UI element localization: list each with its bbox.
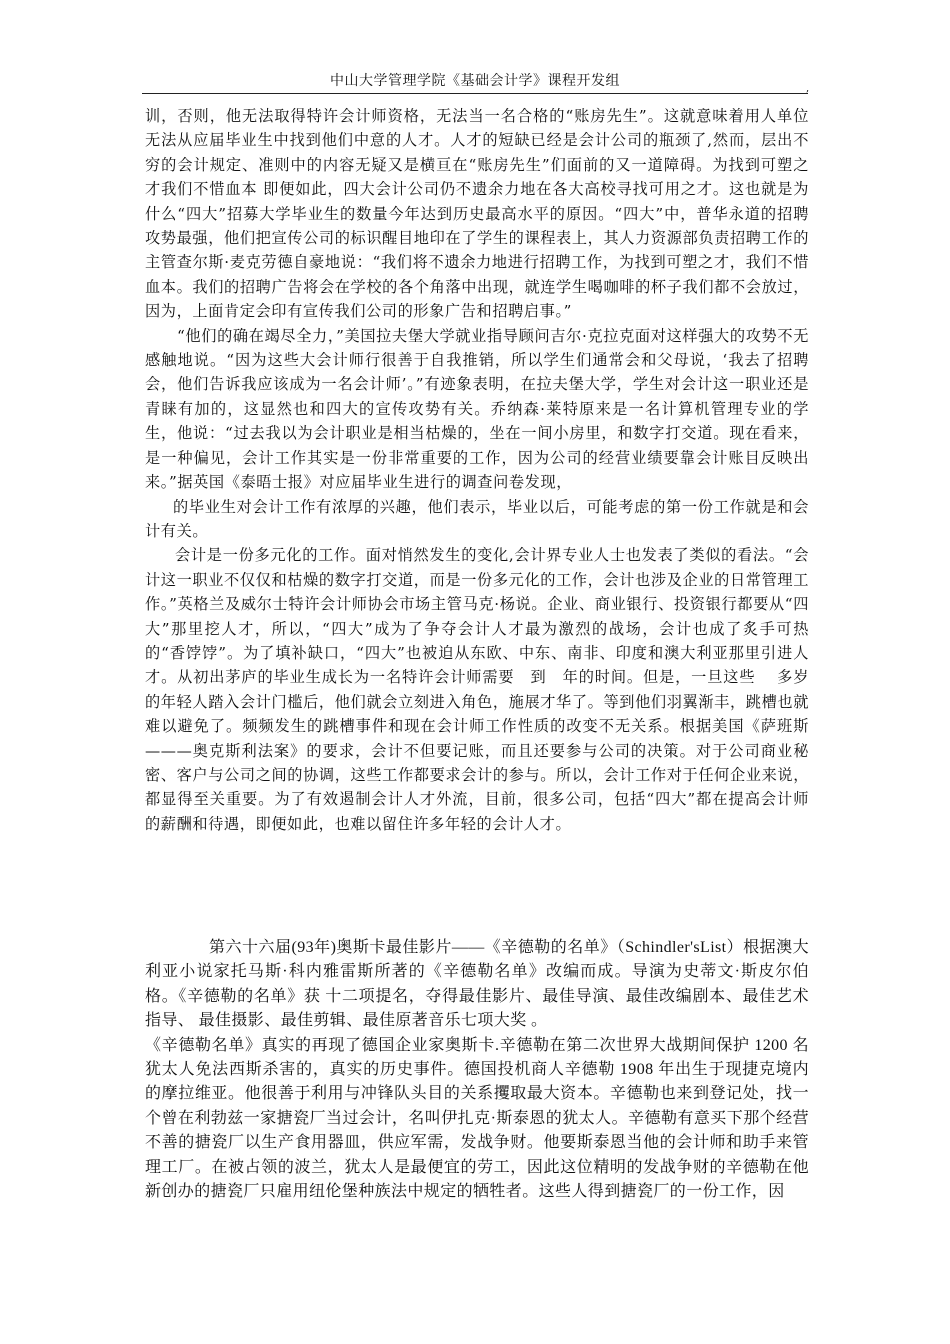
paragraph-schindler-story: 《辛德勒名单》真实的再现了德国企业家奥斯卡.辛德勒在第二次世界大战期间保护 1200 名犹太人免法西斯杀害的，真实的历史事件。德国投机商人辛德勒 1908 年出生于现捷克境内的摩拉维亚。他很善于利用与冲锋队头目的关系攫取最大资本。辛德勒也来到登记处，找一个曾在利勃兹一家搪瓷厂当过会计，名叫伊扎克·斯泰恩的犹太人。辛德勒有意买下那个经营不善的搪瓷厂以生产食用器皿，供应军需，发战争财。他要斯泰恩当他的会计师和助手来管理工厂。在被占领的波兰，犹太人是最便宜的劳工，因此这位精明的发战争财的辛德勒在他新创办的搪瓷厂只雇用纽伦堡种族法中规定的牺牲者。这些人得到搪瓷厂的一份工作，因 [145, 1036, 809, 1201]
article-body [145, 104, 809, 836]
page-header: 中山大学管理学院《基础会计学》课程开发组 [330, 73, 620, 89]
paragraph-diversified-work: 会计是一份多元化的工作。面对悄然发生的变化,会计界专业人士也发表了类似的看法。“会计这一职业不仅仅和枯燥的数字打交道，而是一份多元化的工作，会计也涉及企业的日常管理工作。”英格兰及威尔士特许会计师协会市场主管马克·杨说。企业、商业银行、投资银行都要从“四大”那里挖人才，所以，“四大”成为了争夺会计人才最为激烈的战场，会计也成了炙手可热的“香饽饽”。为了填补缺口，“四大”也被迫从东欧、中东、南非、印度和澳大利亚那里引进人才。从初出茅庐的毕业生成长为一名特许会计师需要 到 年的时间。但是，一旦这些 多岁的年轻人踏入会计门槛后，他们就会立刻进入角色，施展才华了。等到他们羽翼渐丰，跳槽也就难以避免了。频频发生的跳槽事件和现在会计师工作性质的改变不无关系。根据美国《萨班斯———奥克斯利法案》的要求，会计不但要记账，而且还要参与公司的决策。对于公司商业秘密、客户与公司之间的协调，这些工作都要求会计的参与。所以，会计工作对于任何企业来说，都显得至关重要。为了有效遏制会计人才外流，目前，很多公司，包括“四大”都在提高会计师的薪酬和待遇，即便如此，也难以留住许多年轻的会计人才。 [145, 546, 809, 833]
paragraph-survey-result: 的毕业生对会计工作有浓厚的兴趣，他们表示，毕业以后，可能考虑的第一份工作就是和会计有关。 [145, 497, 809, 540]
paragraph-loughborough: “他们的确在竭尽全力，”美国拉夫堡大学就业指导顾问吉尔·克拉克面对这样强大的攻势不无感触地说。“因为这些大会计师行很善于自我推销，所以学生们通常会和父母说，‘我去了招聘会，他们告诉我应该成为一名会计师’。”有迹象表明，在拉夫堡大学，学生对会计这一职业还是青睐有加的，这显然也和四大的宣传攻势有关。乔纳森·莱特原来是一名计算机管理专业的学生，他说：“过去我以为会计职业是相当枯燥的，坐在一间小房里，和数字打交道。现在看来，是一种偏见，会计工作其实是一份非常重要的工作，因为公司的经营业绩要靠会计账目反映出来。”据英国《泰晤士报》对应届毕业生进行的调查问卷发现， [145, 326, 809, 492]
movie-section [145, 936, 809, 1204]
paragraph-recruitment: 训，否则，他无法取得特许会计师资格，无法当一名合格的“账房先生”。这就意味着用人单位无法从应届毕业生中找到他们中意的人才。人才的短缺已经是会计公司的瓶颈了,然而，层出不穷的会计规定、准则中的内容无疑又是横亘在“账房先生”们面前的又一道障碍。为找到可塑之才我们不惜血本 即便如此，四大会计公司仍不遗余力地在各大高校寻找可用之才。这也就是为什么“四大”招募大学毕业生的数量今年达到历史最高水平的原因。“四大”中，普华永道的招聘攻势最强，他们把宣传公司的标识醒目地印在了学生的课程表上，其人力资源部负责招聘工作的主管查尔斯·麦克劳德自豪地说：“我们将不遗余力地进行招聘工作，为找到可塑之才，我们不惜血本。我们的招聘广告将会在学校的各个角落中出现，就连学生喝咖啡的杯子我们都不会放过，因为，上面肯定会印有宣传我们公司的形象广告和招聘启事。” [145, 107, 809, 321]
header-divider [142, 93, 808, 94]
paragraph-oscar: 第六十六届(93年)奥斯卡最佳影片——《辛德勒的名单》（Schindler'sList）根据澳大利亚小说家托马斯·科内雅雷斯所著的《辛德勒名单》改编而成。导演为史蒂文·斯皮尔伯格。《辛德勒的名单》获 十二项提名，夺得最佳影片、最佳导演、最佳改编剧本、最佳艺术指导、 最佳摄影、最佳剪辑、最佳原著音乐七项大奖 。 [145, 939, 809, 1030]
header-mark: , [806, 83, 810, 94]
